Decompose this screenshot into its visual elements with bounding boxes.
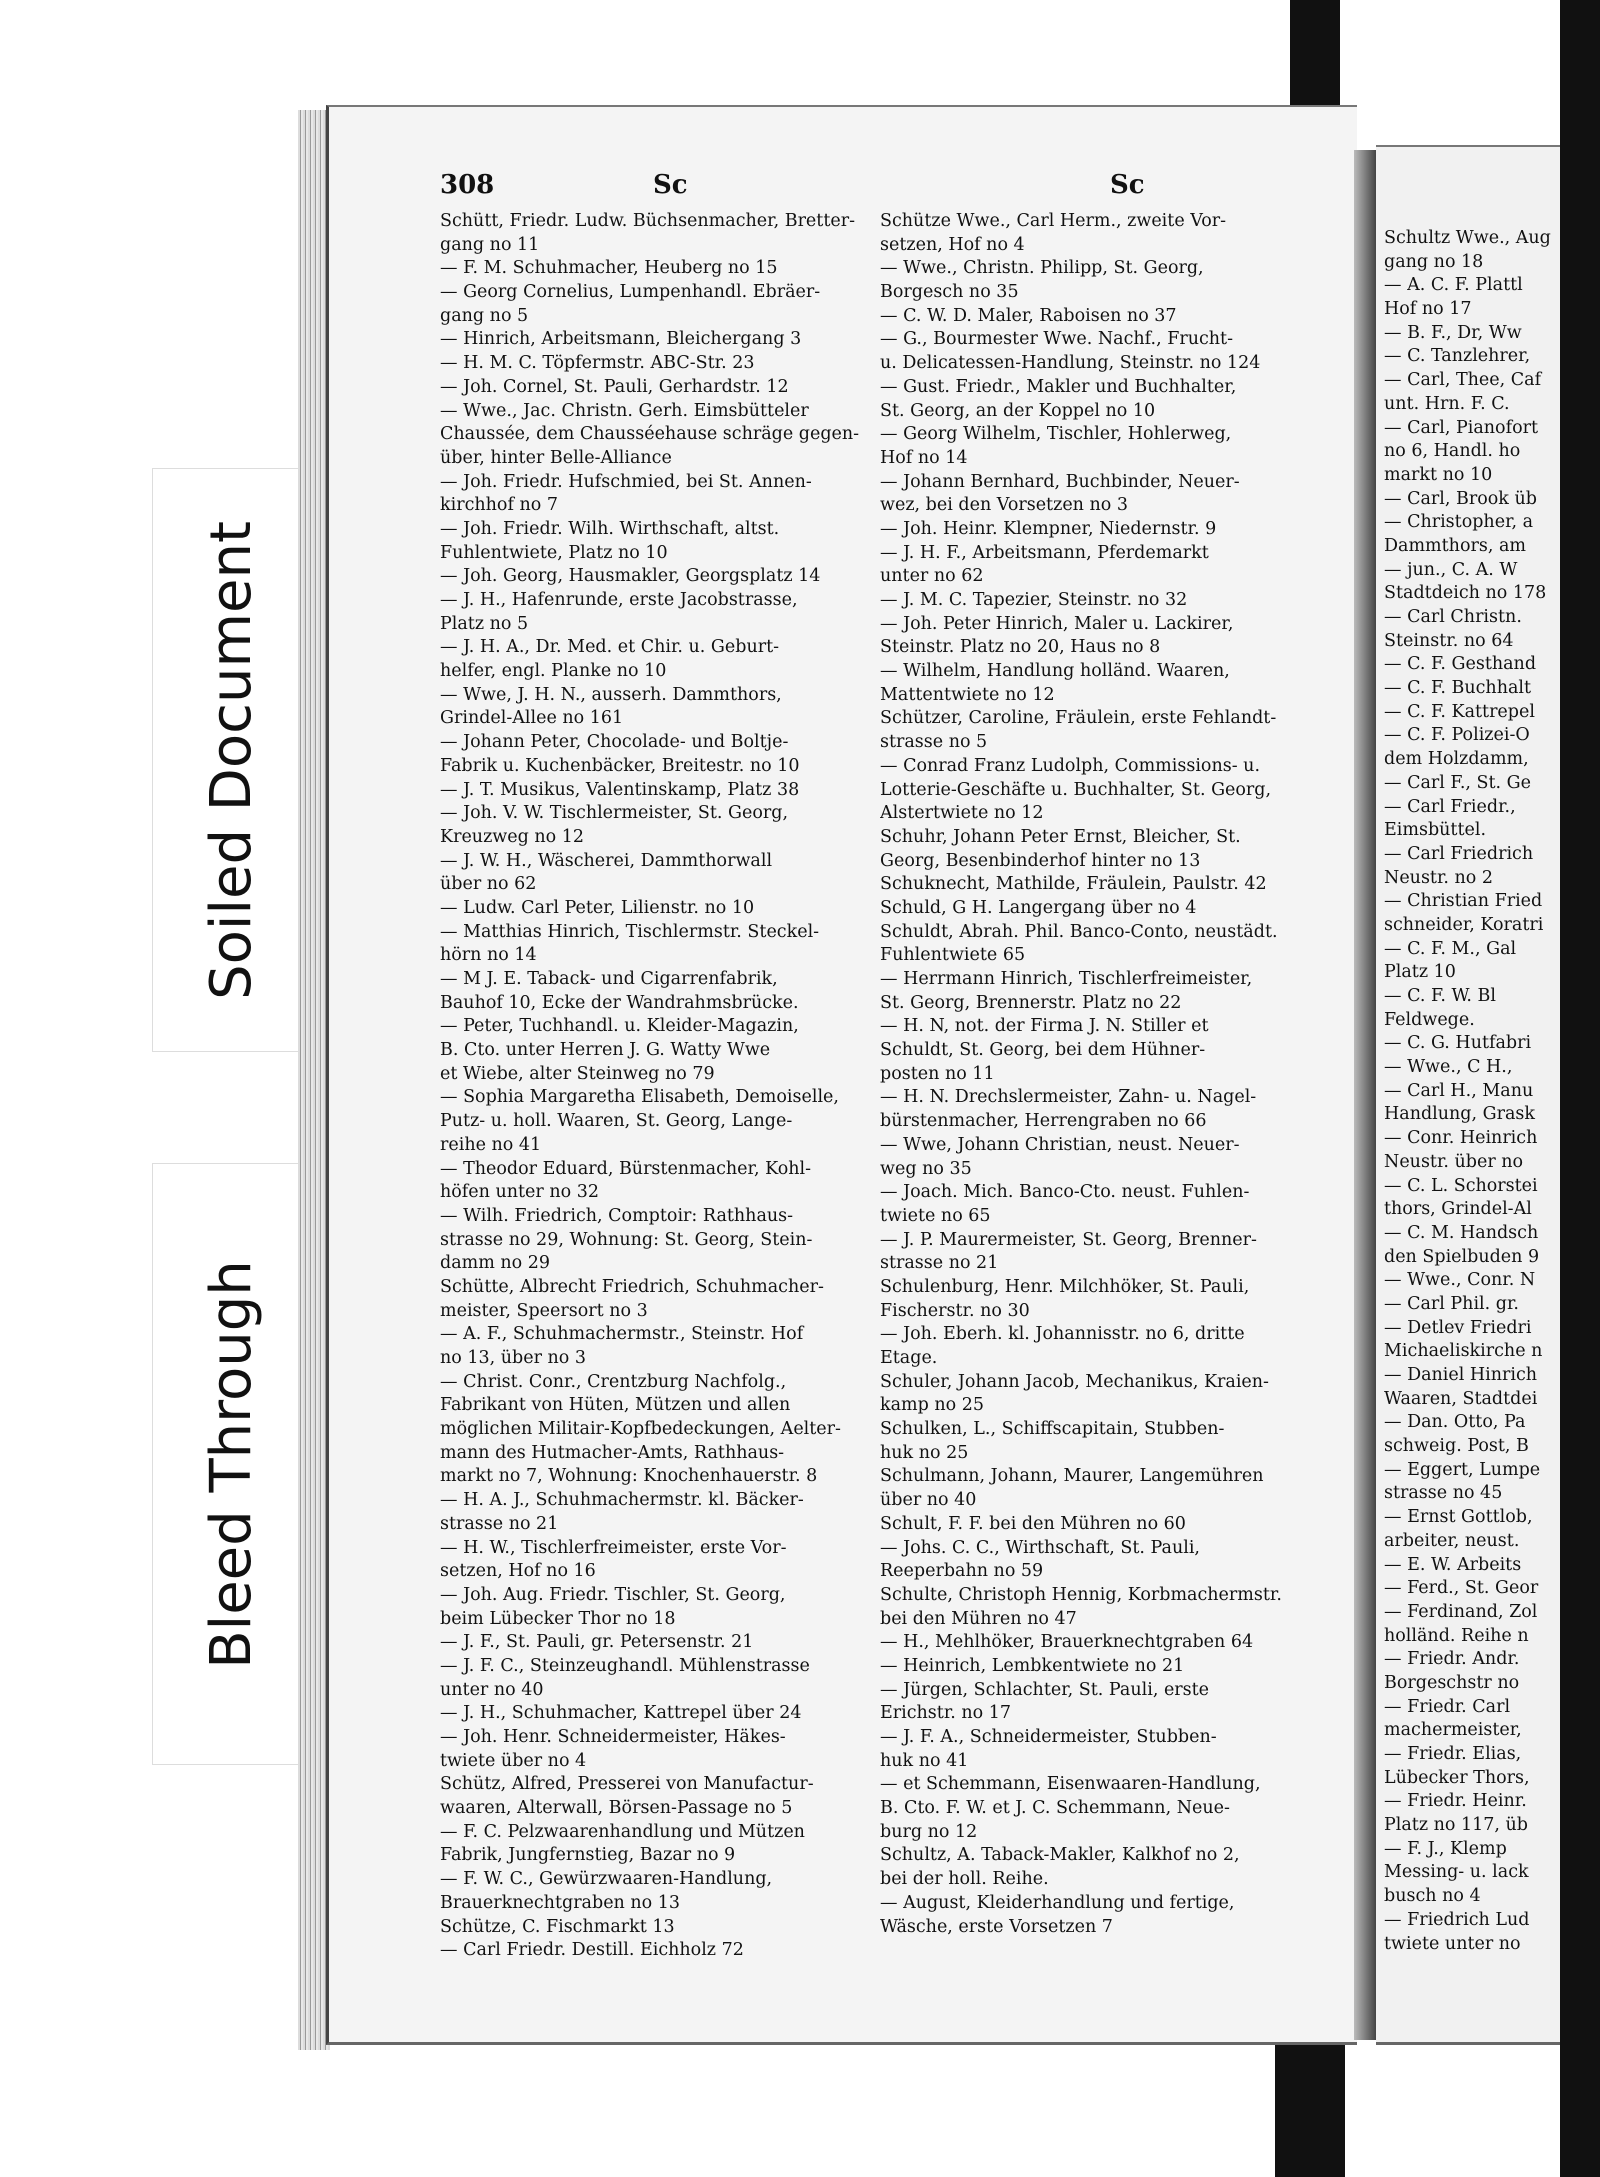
- entry-line: Fabrik u. Kuchenbäcker, Breitestr. no 10: [440, 755, 800, 776]
- entry-line: — J. H. A., Dr. Med. et Chir. u. Geburt-: [440, 637, 780, 658]
- entry-line: — Joh. Friedr. Wilh. Wirthschaft, altst.: [440, 518, 780, 539]
- entry-line: u. Delicatessen-Handlung, Steinstr. no 124: [880, 353, 1261, 374]
- entry-line: Schütze, C. Fischmarkt 13: [440, 1916, 675, 1937]
- entry-line: — C. L. Schorstei: [1384, 1175, 1538, 1196]
- entry-line: gang no 18: [1384, 251, 1484, 272]
- entry-line: helfer, engl. Planke no 10: [440, 661, 667, 682]
- entry-line: strasse no 29, Wohnung: St. Georg, Stein-: [440, 1229, 813, 1250]
- entry-line: St. Georg, Brennerstr. Platz no 22: [880, 992, 1182, 1013]
- bleed-through-label: Bleed Through: [152, 1163, 310, 1765]
- entry-line: twiete no 65: [880, 1205, 991, 1226]
- entry-line: — G., Bourmester Wwe. Nachf., Frucht-: [880, 329, 1233, 350]
- entry-line: — J. H., Schuhmacher, Kattrepel über 24: [440, 1703, 802, 1724]
- entry-line: Mattentwiete no 12: [880, 684, 1055, 705]
- entry-line: — C. F. M., Gal: [1384, 938, 1517, 959]
- entry-line: Schulenburg, Henr. Milchhöker, St. Pauli,: [880, 1276, 1250, 1297]
- column-left: [440, 210, 880, 1963]
- entry-line: — H. N, not. der Firma J. N. Stiller et: [880, 1016, 1209, 1037]
- entry-line: Schütz, Alfred, Presserei von Manufactur-: [440, 1774, 814, 1795]
- entry-line: Schütze Wwe., Carl Herm., zweite Vor-: [880, 211, 1227, 231]
- entry-line: kamp no 25: [880, 1395, 985, 1416]
- entry-line: — H. A. J., Schuhmachermstr. kl. Bäcker-: [440, 1490, 804, 1511]
- entry-line: — Carl F., St. Ge: [1384, 772, 1531, 793]
- entry-line: — Daniel Hinrich: [1384, 1365, 1538, 1385]
- entry-line: Schuknecht, Mathilde, Fräulein, Paulstr. 42: [880, 874, 1267, 895]
- entry-line: Schuldt, St. Georg, bei dem Hühner-: [880, 1040, 1206, 1061]
- entry-line: no 13, über no 3: [440, 1348, 587, 1368]
- entry-line: Kreuzweg no 12: [440, 826, 585, 847]
- entry-line: — C. F. Gesthand: [1384, 654, 1537, 675]
- entry-line: strasse no 21: [880, 1253, 999, 1274]
- entry-line: — C. F. Polizei-O: [1384, 725, 1530, 746]
- entry-line: — Johs. C. C., Wirthschaft, St. Pauli,: [880, 1537, 1200, 1558]
- entry-line: burg no 12: [880, 1821, 978, 1842]
- entry-line: Schultz Wwe., Aug: [1384, 228, 1551, 248]
- entry-line: unter no 62: [880, 566, 984, 587]
- entry-line: — Hinrich, Arbeitsmann, Bleichergang 3: [440, 329, 802, 350]
- entry-line: Eimsbüttel.: [1384, 820, 1487, 841]
- entry-line: Schütte, Albrecht Friedrich, Schuhmacher-: [440, 1276, 824, 1297]
- entry-line: Schütt, Friedr. Ludw. Büchsenmacher, Bretter-: [440, 211, 855, 231]
- entry-line: Brauerknechtgraben no 13: [440, 1892, 681, 1913]
- entry-line: Fuhlentwiete, Platz no 10: [440, 542, 668, 563]
- entry-line: dem Holzdamm,: [1384, 749, 1529, 770]
- entry-line: — C. W. D. Maler, Raboisen no 37: [880, 305, 1177, 326]
- entry-line: Schuhr, Johann Peter Ernst, Bleicher, St.: [880, 826, 1241, 847]
- entry-line: über no 40: [880, 1490, 977, 1511]
- entry-line: — Jürgen, Schlachter, St. Pauli, erste: [880, 1679, 1210, 1700]
- entry-line: — C. M. Handsch: [1384, 1222, 1539, 1243]
- entry-line: — F. W. C., Gewürzwaaren-Handlung,: [440, 1869, 773, 1890]
- entry-line: — Wilh. Friedrich, Comptoir: Rathhaus-: [440, 1205, 794, 1226]
- black-edge-right: [1560, 0, 1600, 2177]
- entry-line: — A. C. F. Plattl: [1384, 275, 1523, 296]
- entry-line: markt no 10: [1384, 464, 1493, 485]
- entry-line: machermeister,: [1384, 1720, 1522, 1741]
- entry-line: — Ferd., St. Geor: [1384, 1578, 1539, 1599]
- entry-line: — Carl Friedrich: [1384, 843, 1534, 864]
- entry-line: — Carl Friedr.,: [1384, 796, 1516, 817]
- entry-line: — J. T. Musikus, Valentinskamp, Platz 38: [440, 779, 800, 800]
- entry-line: Etage.: [880, 1348, 938, 1368]
- entry-line: — Georg Wilhelm, Tischler, Hohlerweg,: [880, 424, 1232, 445]
- entry-line: — F. M. Schuhmacher, Heuberg no 15: [440, 258, 778, 279]
- entry-line: — Joh. Aug. Friedr. Tischler, St. Georg,: [440, 1584, 786, 1605]
- entry-line: — Christopher, a: [1384, 512, 1534, 533]
- entry-line: Schuldt, Abrah. Phil. Banco-Conto, neustädt.: [880, 921, 1278, 942]
- entry-line: mann des Hutmacher-Amts, Rathhaus-: [440, 1442, 785, 1463]
- entry-line: — Peter, Tuchhandl. u. Kleider-Magazin,: [440, 1016, 799, 1037]
- entry-line: — et Schemmann, Eisenwaaren-Handlung,: [880, 1774, 1261, 1795]
- entry-line: — Wwe., Christn. Philipp, St. Georg,: [880, 258, 1204, 279]
- entry-line: — Heinrich, Lembkentwiete no 21: [880, 1655, 1185, 1676]
- entry-line: schweig. Post, B: [1384, 1436, 1529, 1457]
- entry-line: — Carl Phil. gr.: [1384, 1293, 1519, 1314]
- entry-line: — Johann Peter, Chocolade- und Boltje-: [440, 732, 789, 753]
- entry-line: bei der holl. Reihe.: [880, 1869, 1049, 1890]
- entry-line: beim Lübecker Thor no 18: [440, 1608, 676, 1629]
- entry-line: — Carl Friedr. Destill. Eichholz 72: [440, 1940, 744, 1961]
- entry-line: Schuler, Johann Jacob, Mechanikus, Kraien-: [880, 1371, 1269, 1392]
- entry-line: — H. M. C. Töpfermstr. ABC-Str. 23: [440, 353, 755, 374]
- entry-line: — J. H., Hafenrunde, erste Jacobstrasse,: [440, 590, 798, 610]
- entry-line: twiete über no 4: [440, 1750, 587, 1771]
- entry-line: — Joh. V. W. Tischlermeister, St. Georg,: [440, 803, 789, 824]
- entry-line: unt. Hrn. F. C.: [1384, 393, 1510, 414]
- entry-line: — Friedr. Andr.: [1384, 1649, 1520, 1670]
- entry-line: Hof no 14: [880, 447, 968, 468]
- column-header-left: Sc: [653, 170, 688, 200]
- entry-line: holländ. Reihe n: [1384, 1625, 1529, 1646]
- entry-line: Platz no 5: [440, 613, 529, 634]
- entry-line: Hof no 17: [1384, 299, 1472, 320]
- entry-line: — Joh. Cornel, St. Pauli, Gerhardstr. 12: [440, 376, 789, 397]
- entry-line: Fischerstr. no 30: [880, 1300, 1030, 1321]
- entry-line: — C. F. Buchhalt: [1384, 678, 1532, 699]
- entry-line: setzen, Hof no 16: [440, 1561, 596, 1582]
- entry-line: huk no 25: [880, 1442, 969, 1463]
- entry-line: — A. F., Schuhmachermstr., Steinstr. Hof: [440, 1324, 804, 1345]
- entry-line: Bauhof 10, Ecke der Wandrahmsbrücke.: [440, 992, 799, 1013]
- entry-line: über no 62: [440, 874, 537, 895]
- entry-line: strasse no 5: [880, 732, 988, 753]
- entry-line: markt no 7, Wohnung: Knochenhauerstr. 8: [440, 1466, 818, 1487]
- entry-line: — Carl Christn.: [1384, 607, 1522, 627]
- entry-line: — J. P. Maurermeister, St. Georg, Brenner-: [880, 1229, 1257, 1250]
- entry-line: — H., Mehlhöker, Brauerknechtgraben 64: [880, 1632, 1254, 1653]
- entry-line: Fuhlentwiete 65: [880, 945, 1026, 966]
- entry-line: Michaeliskirche n: [1384, 1341, 1543, 1362]
- entry-line: Steinstr. no 64: [1384, 630, 1514, 651]
- entry-line: — Theodor Eduard, Bürstenmacher, Kohl-: [440, 1158, 812, 1179]
- entry-line: arbeiter, neust.: [1384, 1530, 1520, 1551]
- page-number: 308: [440, 170, 495, 200]
- soiled-document-label: Soiled Document: [152, 468, 310, 1052]
- entry-line: — M J. E. Taback- und Cigarrenfabrik,: [440, 969, 778, 989]
- entry-line: kirchhof no 7: [440, 495, 558, 516]
- entry-line: B. Cto. unter Herren J. G. Watty Wwe: [440, 1040, 771, 1061]
- entry-line: Steinstr. Platz no 20, Haus no 8: [880, 637, 1161, 658]
- entry-line: posten no 11: [880, 1063, 995, 1084]
- entry-line: — Carl, Brook üb: [1384, 488, 1537, 509]
- entry-line: den Spielbuden 9: [1384, 1246, 1540, 1267]
- entry-line: — Friedrich Lud: [1384, 1909, 1530, 1930]
- entry-line: B. Cto. F. W. et J. C. Schemmann, Neue-: [880, 1798, 1230, 1819]
- entry-line: Schultz, A. Taback-Makler, Kalkhof no 2,: [880, 1845, 1240, 1866]
- entry-line: — Georg Cornelius, Lumpenhandl. Ebräer-: [440, 282, 821, 303]
- entry-line: — J. F. A., Schneidermeister, Stubben-: [880, 1727, 1217, 1747]
- entry-line: — jun., C. A. W: [1384, 559, 1518, 580]
- entry-line: waaren, Alterwall, Börsen-Passage no 5: [440, 1798, 793, 1819]
- entry-line: weg no 35: [880, 1158, 972, 1179]
- entry-line: bürstenmacher, Herrengraben no 66: [880, 1111, 1207, 1132]
- entry-line: twiete unter no: [1384, 1933, 1521, 1954]
- right-page: [1376, 145, 1560, 2045]
- entry-line: Messing- u. lack: [1384, 1862, 1529, 1883]
- entry-line: — Joh. Peter Hinrich, Maler u. Lackirer,: [880, 613, 1234, 634]
- entry-line: schneider, Koratri: [1384, 914, 1544, 935]
- entry-line: Schützer, Caroline, Fräulein, erste Fehlandt-: [880, 708, 1277, 729]
- entry-line: Grindel-Allee no 161: [440, 708, 624, 729]
- entry-line: — Friedr. Heinr.: [1384, 1791, 1527, 1812]
- entry-line: — Wwe, Johann Christian, neust. Neuer-: [880, 1134, 1240, 1155]
- entry-line: — Dan. Otto, Pa: [1384, 1412, 1526, 1433]
- book-gutter: [1354, 150, 1376, 2040]
- entry-line: — Ludw. Carl Peter, Lilienstr. no 10: [440, 897, 755, 918]
- entry-line: — J. H. F., Arbeitsmann, Pferdemarkt: [880, 542, 1209, 563]
- entry-line: no 6, Handl. ho: [1384, 441, 1521, 462]
- entry-line: Schulken, L., Schiffscapitain, Stubben-: [880, 1419, 1225, 1440]
- entry-line: Borgeschstr no: [1384, 1672, 1520, 1693]
- entry-line: — Joach. Mich. Banco-Cto. neust. Fuhlen-: [880, 1182, 1250, 1203]
- entry-line: Dammthors, am: [1384, 535, 1526, 556]
- entry-line: — C. G. Hutfabri: [1384, 1033, 1532, 1054]
- entry-line: wez, bei den Vorsetzen no 3: [880, 495, 1129, 516]
- entry-line: — Sophia Margaretha Elisabeth, Demoiselle,: [440, 1087, 839, 1108]
- entry-line: Schulte, Christoph Hennig, Korbmachermstr.: [880, 1584, 1282, 1605]
- entry-line: — J. W. H., Wäscherei, Dammthorwall: [440, 850, 773, 871]
- entry-line: damm no 29: [440, 1253, 551, 1274]
- entry-line: — Ernst Gottlob,: [1384, 1507, 1533, 1528]
- entry-line: Waaren, Stadtdei: [1384, 1388, 1538, 1409]
- entry-line: et Wiebe, alter Steinweg no 79: [440, 1063, 715, 1084]
- entry-line: Wäsche, erste Vorsetzen 7: [880, 1916, 1113, 1937]
- entry-line: Neustr. über no: [1384, 1151, 1524, 1172]
- entry-line: Platz no 117, üb: [1384, 1815, 1528, 1836]
- entry-line: Chaussée, dem Chausséehause schräge gegen-: [440, 424, 860, 445]
- entry-line: — C. F. Kattrepel: [1384, 701, 1535, 722]
- entry-line: busch no 4: [1384, 1886, 1481, 1907]
- entry-line: — Joh. Eberh. kl. Johannisstr. no 6, dritte: [880, 1324, 1245, 1345]
- entry-line: Erichstr. no 17: [880, 1703, 1012, 1724]
- entry-line: — Gust. Friedr., Makler und Buchhalter,: [880, 376, 1237, 397]
- entry-line: — F. J., Klemp: [1384, 1838, 1507, 1859]
- entry-line: über, hinter Belle-Alliance: [440, 447, 672, 468]
- entry-line: strasse no 21: [440, 1513, 559, 1534]
- entry-line: — J. F., St. Pauli, gr. Petersenstr. 21: [440, 1632, 754, 1653]
- entry-line: — Wwe, J. H. N., ausserh. Dammthors,: [440, 684, 782, 705]
- entry-line: — Herrmann Hinrich, Tischlerfreimeister,: [880, 969, 1253, 989]
- entry-line: höfen unter no 32: [440, 1182, 599, 1203]
- entry-line: Handlung, Grask: [1384, 1104, 1535, 1125]
- entry-line: — Friedr. Carl: [1384, 1696, 1511, 1717]
- entry-line: Lübecker Thors,: [1384, 1767, 1530, 1788]
- entry-line: — Wwe., C H.,: [1384, 1057, 1513, 1078]
- entry-line: — Detlev Friedri: [1384, 1317, 1532, 1338]
- black-tab-bottom: [1275, 2040, 1345, 2177]
- entry-line: Alstertwiete no 12: [880, 803, 1044, 824]
- entry-line: hörn no 14: [440, 945, 537, 966]
- entry-line: meister, Speersort no 3: [440, 1300, 648, 1321]
- entry-line: setzen, Hof no 4: [880, 234, 1025, 255]
- entry-line: — Carl, Pianofort: [1384, 417, 1538, 438]
- entry-line: St. Georg, an der Koppel no 10: [880, 400, 1156, 421]
- entry-line: — H. N. Drechslermeister, Zahn- u. Nagel-: [880, 1087, 1257, 1108]
- entry-line: — Johann Bernhard, Buchbinder, Neuer-: [880, 471, 1240, 492]
- entry-line: Borgesch no 35: [880, 282, 1019, 303]
- black-tab-top: [1290, 0, 1340, 120]
- entry-line: — Christian Fried: [1384, 891, 1543, 912]
- entry-line: — Conr. Heinrich: [1384, 1128, 1538, 1149]
- entry-line: reihe no 41: [440, 1134, 542, 1155]
- entry-line: — Ferdinand, Zol: [1384, 1601, 1538, 1622]
- entry-line: — Joh. Heinr. Klempner, Niedernstr. 9: [880, 518, 1217, 539]
- entry-line: — Carl, Thee, Caf: [1384, 370, 1542, 391]
- entry-line: — F. C. Pelzwaarenhandlung und Mützen: [440, 1821, 805, 1842]
- entry-line: Schult, F. F. bei den Mühren no 60: [880, 1513, 1186, 1534]
- entry-line: Neustr. no 2: [1384, 867, 1494, 888]
- entry-line: Putz- u. holl. Waaren, St. Georg, Lange-: [440, 1111, 793, 1132]
- entry-line: — Eggert, Lumpe: [1384, 1459, 1541, 1480]
- entry-line: möglichen Militair-Kopfbedeckungen, Aelter-: [440, 1419, 841, 1440]
- entry-line: bei den Mühren no 47: [880, 1608, 1077, 1629]
- column-header-right: Sc: [1110, 170, 1145, 200]
- entry-line: Georg, Besenbinderhof hinter no 13: [880, 850, 1201, 871]
- entry-line: — J. F. C., Steinzeughandl. Mühlenstrasse: [440, 1655, 810, 1676]
- entry-line: — Matthias Hinrich, Tischlermstr. Steckel-: [440, 921, 820, 942]
- entry-line: strasse no 45: [1384, 1483, 1503, 1504]
- entry-line: — Carl H., Manu: [1384, 1080, 1534, 1101]
- entry-line: Fabrikant von Hüten, Mützen und allen: [440, 1395, 791, 1416]
- entry-line: — C. F. W. Bl: [1384, 986, 1497, 1006]
- entry-line: gang no 11: [440, 234, 540, 255]
- entry-line: Platz 10: [1384, 962, 1456, 983]
- entry-line: — Wwe., Jac. Christn. Gerh. Eimsbütteler: [440, 400, 809, 421]
- entry-line: — C. Tanzlehrer,: [1384, 346, 1531, 367]
- entry-line: Schuld, G H. Langergang über no 4: [880, 897, 1197, 918]
- entry-line: — Joh. Friedr. Hufschmied, bei St. Annen-: [440, 471, 812, 492]
- entry-line: — H. W., Tischlerfreimeister, erste Vor-: [440, 1537, 787, 1558]
- entry-line: — Wilhelm, Handlung holländ. Waaren,: [880, 661, 1230, 682]
- entry-line: — B. F., Dr, Ww: [1384, 322, 1522, 343]
- entry-line: — Friedr. Elias,: [1384, 1744, 1522, 1764]
- entry-line: — Wwe., Conr. N: [1384, 1270, 1536, 1291]
- entry-line: huk no 41: [880, 1750, 969, 1771]
- entry-line: Stadtdeich no 178: [1384, 583, 1547, 604]
- entry-line: Feldwege.: [1384, 1009, 1475, 1030]
- entry-line: — J. M. C. Tapezier, Steinstr. no 32: [880, 590, 1188, 610]
- entry-line: — E. W. Arbeits: [1384, 1554, 1522, 1575]
- entry-line: Schulmann, Johann, Maurer, Langemühren: [880, 1466, 1264, 1487]
- entry-line: unter no 40: [440, 1679, 544, 1700]
- entry-line: Lotterie-Geschäfte u. Buchhalter, St. Georg,: [880, 779, 1272, 800]
- entry-line: — August, Kleiderhandlung und fertige,: [880, 1892, 1235, 1913]
- entry-line: Fabrik, Jungfernstieg, Bazar no 9: [440, 1845, 736, 1866]
- entry-line: — Christ. Conr., Crentzburg Nachfolg.,: [440, 1371, 787, 1392]
- entry-line: — Conrad Franz Ludolph, Commissions- u.: [880, 755, 1261, 776]
- column-partial: [1384, 227, 1560, 1956]
- entry-line: gang no 5: [440, 305, 529, 326]
- entry-line: thors, Grindel-Al: [1384, 1199, 1532, 1220]
- entry-line: — Joh. Georg, Hausmakler, Georgsplatz 14: [440, 566, 821, 587]
- entry-line: Reeperbahn no 59: [880, 1561, 1044, 1582]
- column-right: [880, 210, 1340, 1939]
- entry-line: — Joh. Henr. Schneidermeister, Häkes-: [440, 1727, 786, 1747]
